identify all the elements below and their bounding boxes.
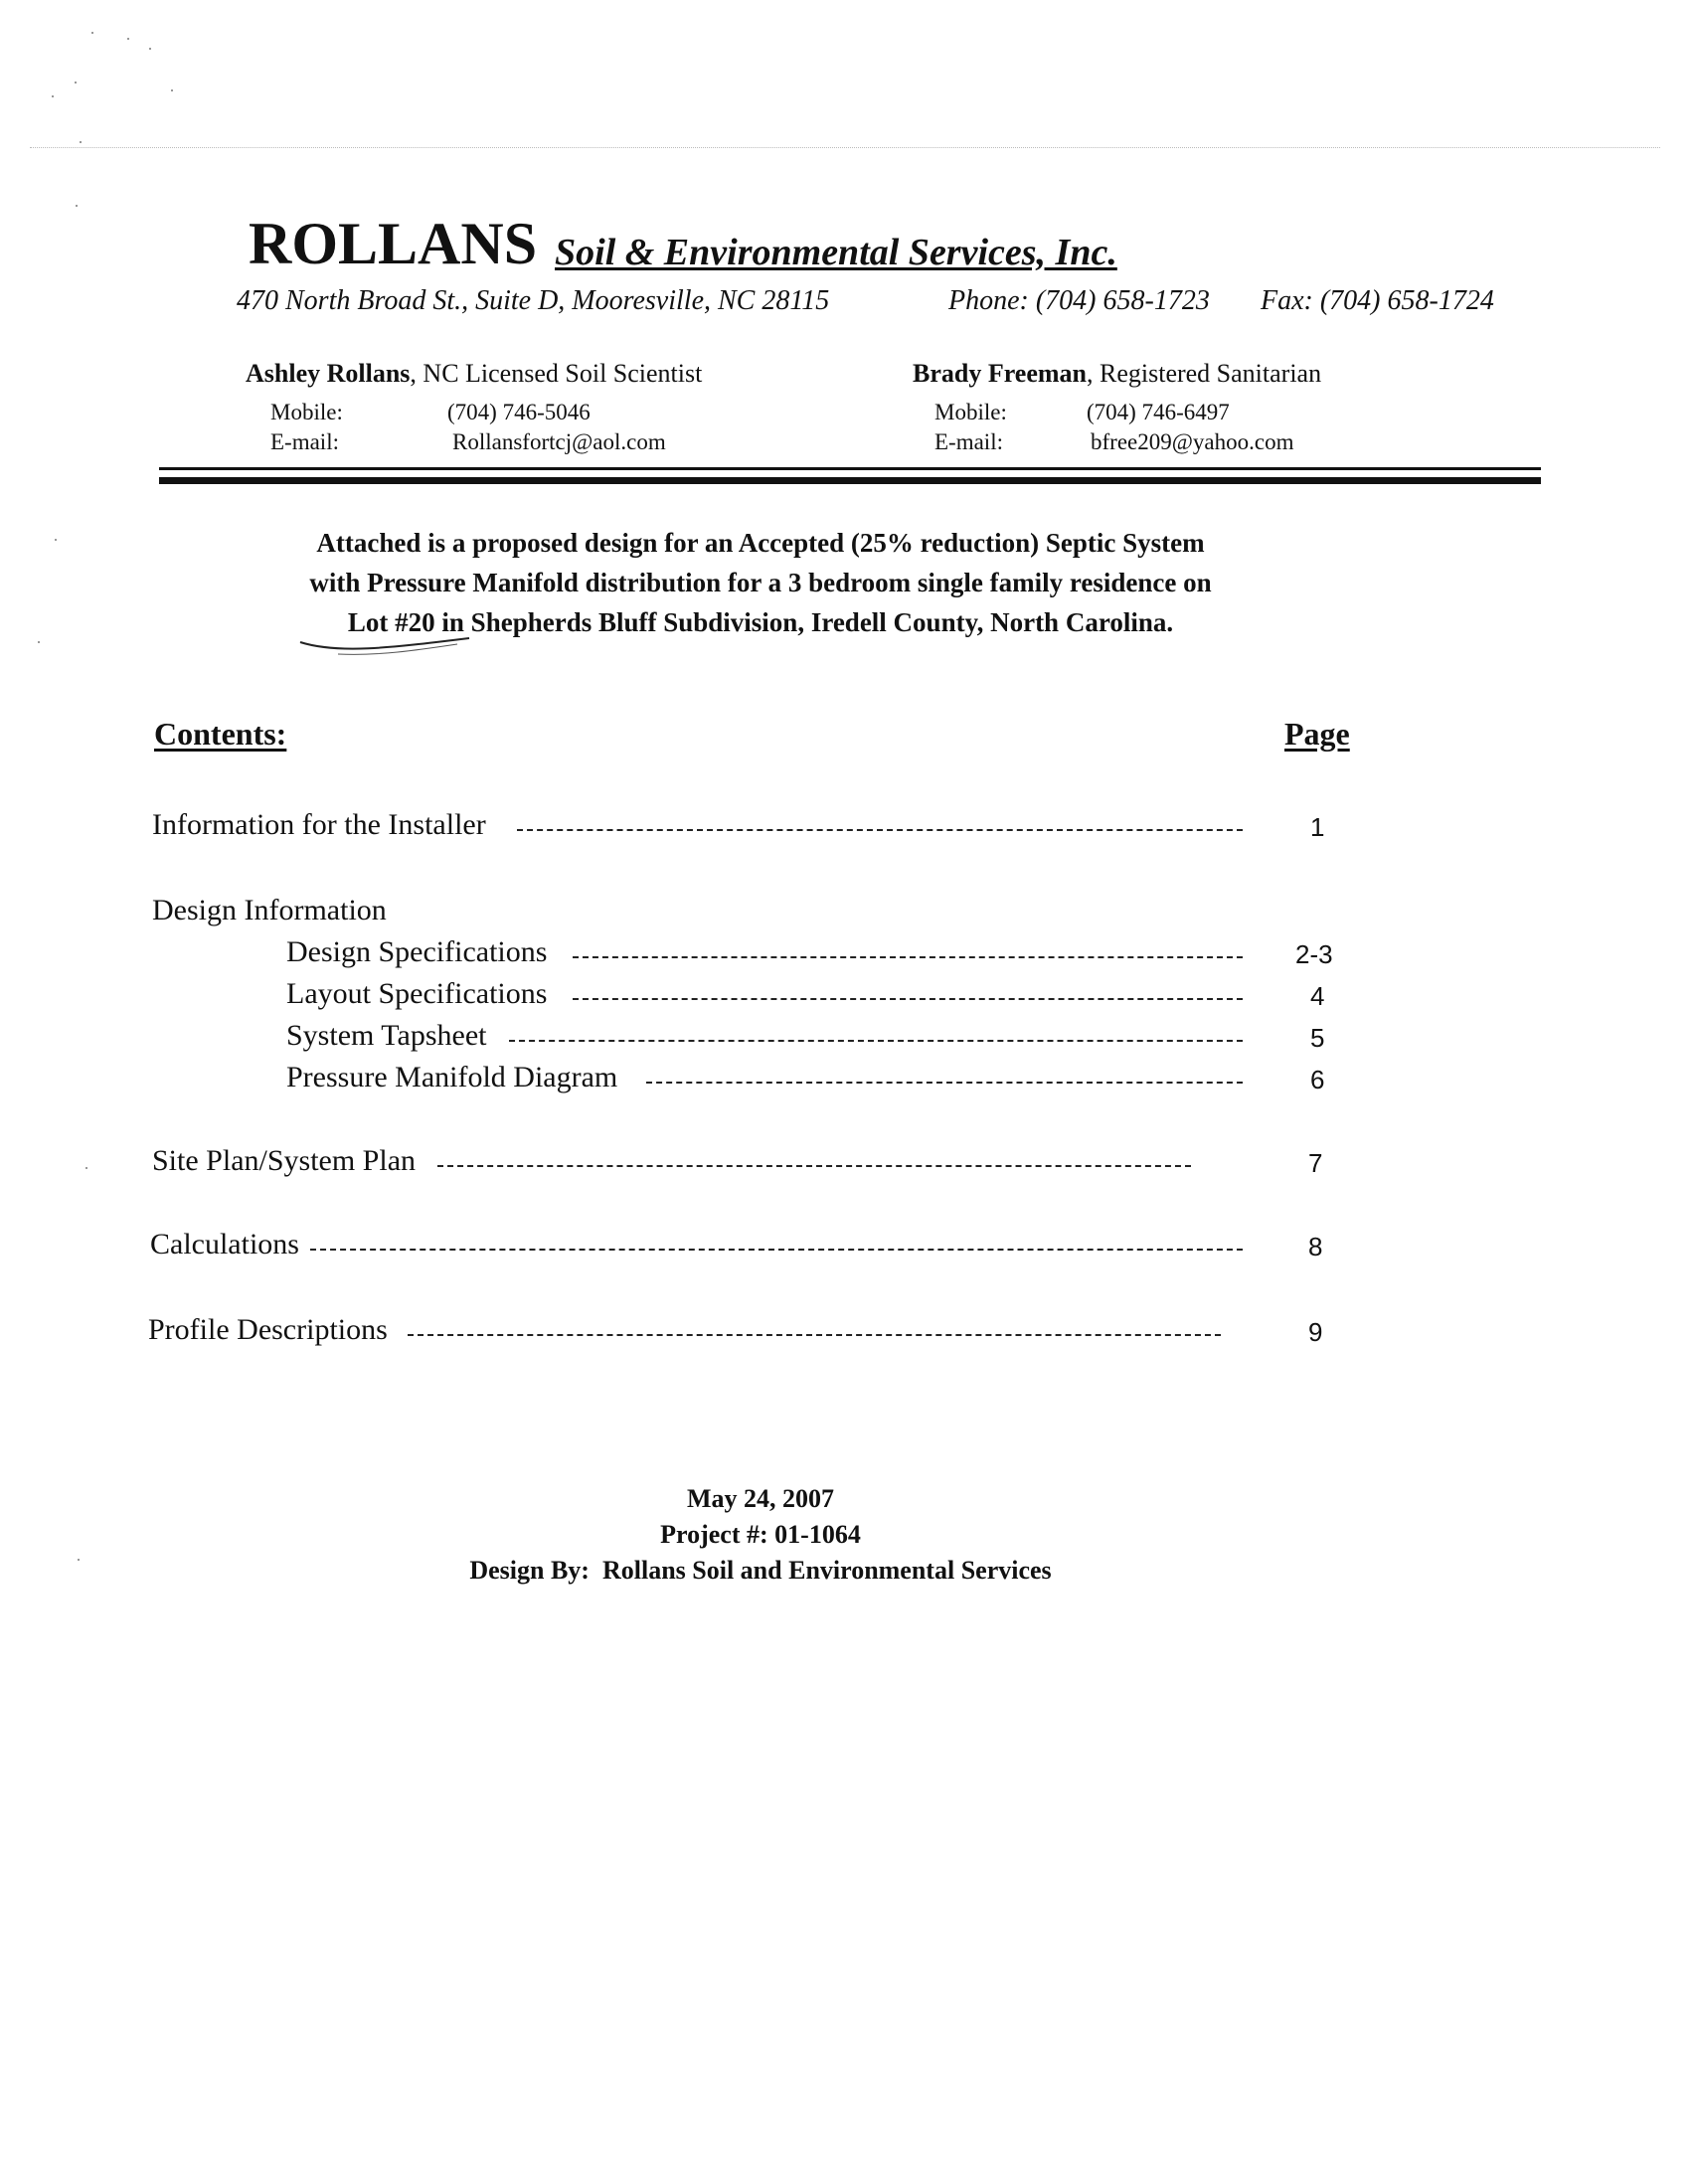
- toc-page: 2-3: [1295, 939, 1333, 969]
- contact-name: Brady Freeman: [913, 359, 1087, 388]
- page-column-heading: Page: [1284, 716, 1350, 752]
- header-rule-thick: [159, 477, 1541, 484]
- toc-item-design-specifications: Design Specifications: [286, 935, 548, 968]
- scan-speck: [91, 32, 93, 34]
- contact-mobile-label: Mobile:: [934, 400, 1007, 424]
- contact-email-label: E-mail:: [270, 429, 339, 454]
- contact-brady: [913, 358, 1321, 390]
- toc-leader: [573, 956, 1243, 958]
- toc-item-profile-descriptions: Profile Descriptions: [148, 1313, 388, 1346]
- scan-speck: [75, 82, 77, 84]
- scan-speck: [76, 205, 78, 207]
- toc-page: 6: [1310, 1065, 1325, 1094]
- toc-item-calculations: Calculations: [150, 1228, 299, 1260]
- contact-title: , Registered Sanitarian: [1087, 359, 1322, 388]
- scan-top-line: [30, 147, 1660, 148]
- design-by-value: Rollans Soil and Environmental Services: [601, 1556, 1052, 1585]
- contact-ashley: [246, 358, 702, 390]
- toc-leader: [573, 998, 1243, 1000]
- contact-mobile-label: Mobile:: [270, 400, 343, 424]
- toc-item-layout-specifications: Layout Specifications: [286, 977, 548, 1010]
- toc-leader: [437, 1165, 1191, 1167]
- toc-page: 4: [1310, 981, 1325, 1011]
- handwritten-underline-mark: [298, 632, 477, 662]
- company-fax: Fax: (704) 658-1724: [1261, 285, 1494, 316]
- toc-page: 1: [1310, 812, 1325, 842]
- header-rule-thin: [159, 467, 1541, 470]
- company-phone: Phone: (704) 658-1723: [948, 285, 1210, 316]
- scan-speck: [80, 141, 82, 143]
- toc-leader: [646, 1082, 1243, 1084]
- contact-email-label: E-mail:: [934, 429, 1003, 454]
- scan-speck: [171, 89, 173, 91]
- toc-leader: [517, 829, 1243, 831]
- toc-page: 8: [1308, 1232, 1323, 1261]
- scan-speck: [127, 38, 129, 40]
- toc-page: 9: [1308, 1317, 1323, 1347]
- toc-leader: [509, 1040, 1243, 1042]
- scan-speck: [38, 641, 40, 643]
- toc-leader: [310, 1249, 1243, 1251]
- toc-item-system-tapsheet: System Tapsheet: [286, 1019, 487, 1052]
- company-subtitle: Soil & Environmental Services, Inc.: [555, 232, 1117, 273]
- design-by-line: [378, 1553, 1143, 1589]
- contact-name: Ashley Rollans: [246, 359, 411, 388]
- intro-paragraph: [149, 523, 1372, 642]
- contact-mobile: (704) 746-5046: [447, 400, 591, 424]
- toc-item-pressure-manifold-diagram: Pressure Manifold Diagram: [286, 1061, 618, 1093]
- scan-speck: [149, 48, 151, 50]
- document-date: May 24, 2007: [686, 1484, 835, 1513]
- contents-heading: Contents:: [154, 716, 287, 752]
- toc-page: 7: [1308, 1148, 1323, 1178]
- company-name: ROLLANS: [249, 211, 538, 276]
- intro-line: Attached is a proposed design for an Accepted (25% reduction) Septic System: [316, 528, 1205, 558]
- toc-page: 5: [1310, 1023, 1325, 1053]
- contact-title: , NC Licensed Soil Scientist: [410, 359, 703, 388]
- contact-email: Rollansfortcj@aol.com: [452, 429, 666, 454]
- scan-speck: [52, 95, 54, 97]
- toc-item-site-plan: Site Plan/System Plan: [152, 1144, 417, 1177]
- design-by-label: Design By:: [469, 1556, 590, 1585]
- toc-item-design-information: Design Information: [152, 894, 387, 926]
- intro-line: with Pressure Manifold distribution for a 3 bedroom single family residence on: [309, 568, 1212, 597]
- project-number: Project #: 01-1064: [660, 1520, 861, 1549]
- scan-speck: [85, 1167, 87, 1169]
- scan-speck: [55, 539, 57, 541]
- contact-email: bfree209@yahoo.com: [1091, 429, 1294, 454]
- company-address: 470 North Broad St., Suite D, Mooresville, NC 28115: [237, 285, 830, 316]
- scan-speck: [78, 1559, 80, 1561]
- toc-leader: [408, 1334, 1221, 1336]
- intro-line: Lot #20 in Shepherds Bluff Subdivision, Iredell County, North Carolina.: [347, 607, 1174, 637]
- contact-mobile: (704) 746-6497: [1087, 400, 1230, 424]
- toc-item-installer: Information for the Installer: [152, 808, 486, 841]
